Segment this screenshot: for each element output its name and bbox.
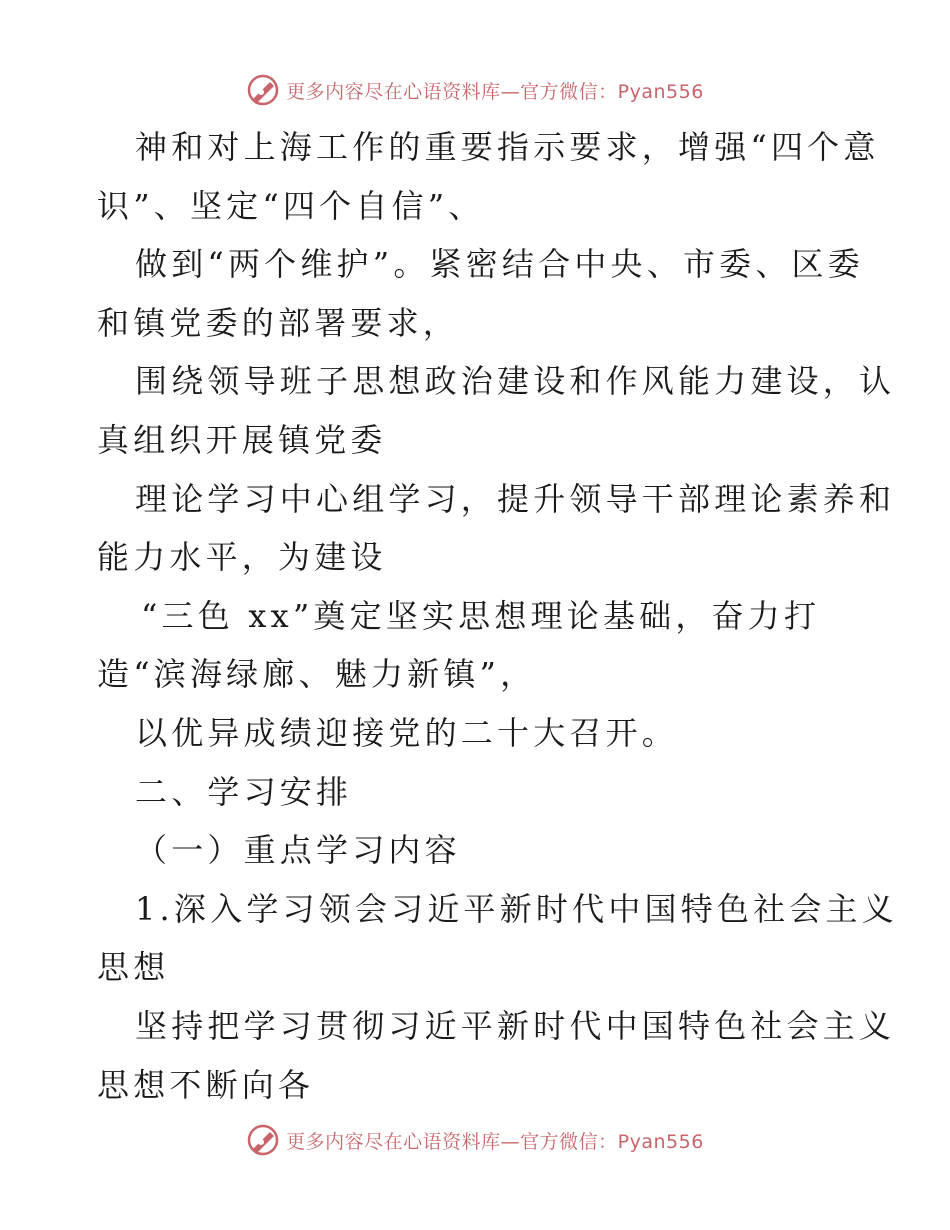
section-heading: 二、学习安排 — [135, 772, 353, 811]
text-line: “三色 xx”奠定坚实思想理论基础，奋力打 — [141, 596, 821, 635]
watermark-text: 更多内容尽在心语资料库—官方微信：Pyan556 — [286, 1130, 704, 1153]
text-line: 神和对上海工作的重要指示要求，增强“四个意 — [135, 128, 880, 166]
text-line: 坚持把学习贯彻习近平新时代中国特色社会主义 — [135, 1006, 896, 1045]
pen-logo-icon — [246, 1123, 280, 1157]
text-line: 1.深入学习领会习近平新时代中国特色社会主义 — [135, 889, 898, 928]
text-line: 识”、坚定“四个自信”、 — [97, 186, 485, 225]
text-line: 和镇党委的部署要求， — [97, 303, 460, 342]
document-body — [97, 118, 898, 1114]
text-line: 思想不断向各 — [97, 1065, 315, 1104]
watermark-text: 更多内容尽在心语资料库—官方微信：Pyan556 — [286, 80, 704, 103]
text-line: 造“滨海绿廊、魅力新镇”， — [97, 655, 537, 694]
text-line: 真组织开展镇党委 — [97, 420, 387, 459]
text-line: 思想 — [97, 948, 170, 987]
text-line: 能力水平，为建设 — [97, 538, 387, 577]
subsection-heading: （一）重点学习内容 — [135, 831, 461, 870]
pen-logo-icon — [246, 73, 280, 107]
text-line: 做到“两个维护”。紧密结合中央、市委、区委 — [135, 245, 864, 284]
text-line: 以优异成绩迎接党的二十大召开。 — [135, 713, 679, 752]
text-line: 围绕领导班子思想政治建设和作风能力建设，认 — [135, 362, 896, 401]
footer-watermark — [0, 1122, 950, 1158]
header-watermark — [0, 72, 950, 108]
text-line: 理论学习中心组学习，提升领导干部理论素养和 — [135, 479, 896, 518]
